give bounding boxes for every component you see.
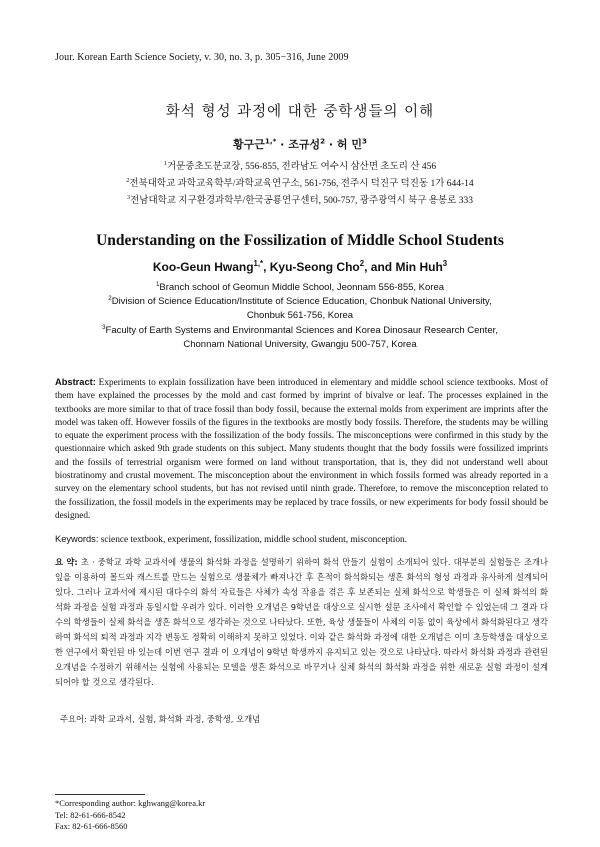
english-author-sup: 2 bbox=[359, 259, 365, 268]
affiliation-text: Faculty of Earth Systems and Environmantal Sciences and Korea Dinosaur Research Center, bbox=[105, 325, 498, 336]
korean-authors bbox=[0, 136, 600, 152]
korean-keywords-label: 주요어: bbox=[60, 714, 87, 724]
english-author-name: Min Huh bbox=[395, 260, 443, 274]
korean-title: 화석 형성 과정에 대한 중학생들의 이해 bbox=[165, 104, 435, 120]
telephone: Tel: 82-61-666-8542 bbox=[55, 809, 126, 820]
english-affiliation-continued: Chonbuk 561-756, Korea bbox=[246, 310, 354, 321]
english-title: Understanding on the Fossilization of Middle School Students bbox=[96, 232, 504, 249]
keywords-text: science textbook, experiment, fossilization, middle school student, misconception. bbox=[100, 535, 407, 545]
english-author-name: Koo-Geun Hwang bbox=[152, 260, 254, 274]
korean-summary-text: 초 · 중학교 과학 교과서에 생물의 화석화 과정을 설명하기 위하여 화석 만들기 실험이 소개되어 있다. 대부분의 실험들은 조개나 잎을 이용하여 몰드와 캐스트를 만드는 실험으로 생물체가 빠져나간 후 흔적이 화석화되는 생흔 화석의 형성 과정과 유사하게 설계되어 있다. 그러나 교과서에 제시된 대다수의 화석 자료들은 사체가 속성 작용을 겪은 후 보존되는 실체 화석으로 학생들은 이 실체 화석의 화석화 과정을 실험 과정과 동일시할 우려가 있다. 이러한 오개념은 9학년을 대상으로 실시한 설문 조사에서 확인할 수 있었는데 그 결과 다수의 학생들이 실체 화석을 생흔 화석으로 생각하는 것으로 나타났다. 또한, 육상 생물들이 사체의 이동 없이 육상에서 화석화된다고 생각하여 화석의 퇴적 과정과 지각 변동도 정확히 이해하지 못하고 있었다. 이와 같은 화석화 과정에 대한 오개념은 이미 초등학생을 대상으로 한 연구에서 확인된 바 있는데 이번 연구 결과 이 오개념이 9학년 학생까지 유지되고 있는 것으로 나타났다. 따라서 화석화 과정과 관련된 오개념을 수정하기 위해서는 실험에 사용되는 모델을 생흔 화석으로 바꾸거나 실체 화석의 화석화 과정을 위한 새로운 실험 과정이 설계되어야 할 것으로 생각된다. bbox=[55, 557, 548, 687]
abstract-text: Experiments to explain fossilization have been introduced in elementary and middle school science textbooks. Most of them have explained the processes by the mold and cast formed by imprint of bivalve or leaf. The processes explained in the textbooks are more similar to that of trace fossil than body fossil, because the external molds from experiment are imprints after the model was taken off. However fossils of the figures in the textbooks are mostly body fossils. Therefore, the students may be willing to equate the experiment process with the fossilization of the body fossils. The misconceptions were confirmed in this study by the questionnaire which asked 9th grade students on this subject. Many students thought that the body fossils were fossilized imprints and the fossils of terrestrial organism were formed on land without transportation, that is, they did not understand well about biostratinomy and crustal movement. The misconception about the environment in which fossils formed was already reported in a survey on the elementary school students, but has not revised until ninth grade. Therefore, to remove the misconception related to the fossilization, the fossil models in the experiments may be replaced by trace fossils, or new experiments for body fossil should be designed. bbox=[55, 378, 549, 521]
korean-affiliation bbox=[0, 192, 600, 206]
keywords bbox=[55, 533, 548, 547]
affiliation-text: 전북대학교 과학교육학부/과학교육연구소, 561-756, 전주시 덕진구 덕진동 1가 644-14 bbox=[129, 179, 474, 189]
korean-keywords-text: 과학 교과서, 실험, 화석화 과정, 중학생, 오개념 bbox=[89, 714, 261, 724]
affiliation-text: 거문중초도분교장, 556-855, 전라남도 여수시 삼산면 초도리 산 456 bbox=[166, 162, 437, 172]
korean-author-separator: · bbox=[325, 138, 337, 151]
korean-author-sup: 1,* bbox=[264, 136, 277, 146]
affiliation-number: 3 bbox=[127, 194, 131, 201]
korean-author-separator: · bbox=[276, 138, 289, 151]
corresponding-author: *Corresponding author: kghwang@korea.kr bbox=[55, 798, 206, 808]
english-authors bbox=[0, 260, 600, 274]
affiliation-text: Branch school of Geomun Middle School, Jeonnam 556-855, Korea bbox=[159, 282, 445, 293]
affiliation-text: 전남대학교 지구환경과학부/한국공룡연구센터, 500-757, 광주광역시 북구 용봉로 333 bbox=[130, 196, 473, 206]
korean-summary bbox=[55, 555, 548, 690]
korean-summary-label: 요 약: bbox=[55, 557, 78, 567]
affiliation-number: 1 bbox=[163, 160, 167, 167]
english-affiliation bbox=[0, 296, 600, 307]
affiliation-number: 3 bbox=[102, 323, 106, 331]
korean-affiliation bbox=[0, 175, 600, 189]
affiliation-text: Division of Science Education/Institute of Science Education, Chonbuk National University, bbox=[111, 296, 492, 307]
korean-author-name: 조규성 bbox=[288, 138, 321, 151]
abstract-label: Abstract: bbox=[55, 377, 96, 387]
english-author-sup: 3 bbox=[442, 259, 448, 268]
korean-author-sup: 2 bbox=[320, 136, 326, 146]
english-affiliation bbox=[0, 325, 600, 336]
korean-author-sup: 3 bbox=[361, 136, 367, 146]
korean-author-name: 허 민 bbox=[336, 138, 362, 151]
journal-reference: Jour. Korean Earth Science Society, v. 30, no. 3, p. 305−316, June 2009 bbox=[55, 52, 349, 63]
footnote-divider bbox=[55, 794, 145, 795]
english-author-name: Kyu-Seong Cho bbox=[269, 260, 360, 274]
abstract bbox=[55, 376, 548, 523]
english-affiliation-continued: Chonnam National University, Gwangju 500-757, Korea bbox=[183, 339, 417, 350]
affiliation-number: 1 bbox=[155, 280, 160, 288]
fax: Fax: 82-61-666-8560 bbox=[55, 821, 128, 831]
korean-author-name: 황구근 bbox=[233, 138, 265, 151]
footnotes bbox=[55, 798, 205, 833]
affiliation-number: 2 bbox=[108, 294, 112, 302]
affiliation-number: 2 bbox=[126, 177, 130, 184]
keywords-label: Keywords: bbox=[55, 534, 99, 544]
korean-keywords bbox=[60, 713, 550, 725]
english-author-separator: , bbox=[263, 260, 270, 274]
english-affiliation bbox=[0, 282, 600, 293]
english-author-separator: , and bbox=[364, 260, 396, 274]
korean-affiliation bbox=[0, 158, 600, 172]
english-author-sup: 1,* bbox=[253, 259, 264, 268]
